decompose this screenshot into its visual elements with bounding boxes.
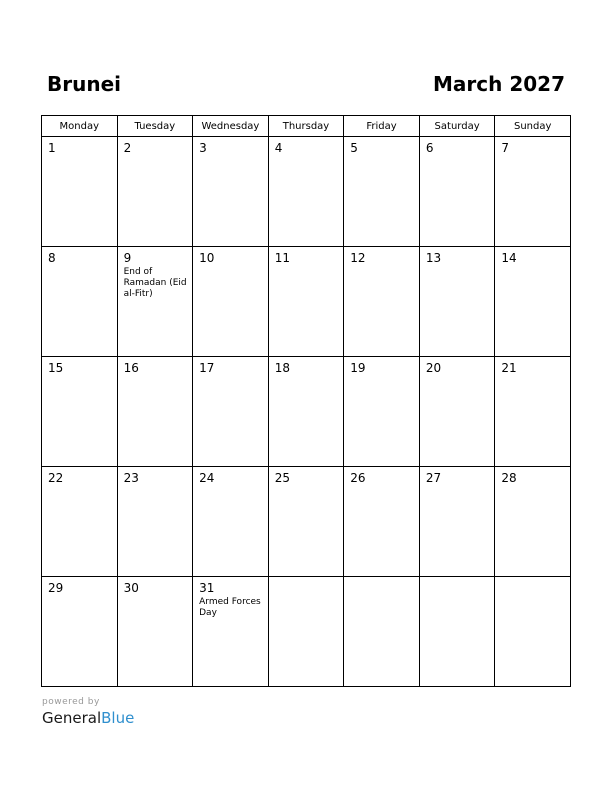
logo-text-general: General	[42, 709, 102, 727]
day-cell	[419, 357, 495, 467]
holiday-label	[495, 581, 570, 583]
day-cell	[117, 577, 193, 687]
holiday-label	[193, 265, 268, 267]
day-number: 21	[501, 361, 517, 375]
day-number: 15	[48, 361, 64, 375]
holiday-label	[495, 155, 570, 157]
holiday-label	[42, 485, 117, 487]
holiday-label	[42, 155, 117, 157]
day-number: 10	[199, 251, 215, 265]
day-cell	[117, 137, 193, 247]
day-number: 13	[425, 251, 442, 265]
country-title: Brunei	[47, 72, 122, 96]
day-cell	[117, 357, 193, 467]
day-cell	[268, 247, 344, 357]
holiday-label	[420, 155, 495, 157]
day-number: 8	[48, 251, 56, 265]
day-number: 23	[123, 471, 139, 485]
holiday-label	[42, 375, 117, 377]
day-cell	[419, 467, 495, 577]
day-cell	[42, 247, 118, 357]
day-cell	[344, 577, 420, 687]
day-cell	[268, 137, 344, 247]
day-cell	[117, 247, 193, 357]
holiday-label	[495, 375, 570, 377]
day-cell	[42, 577, 118, 687]
holiday-label: Armed Forces Day	[199, 597, 261, 618]
holiday-label	[269, 581, 344, 583]
holiday-label	[344, 375, 419, 377]
day-number: 2	[123, 141, 132, 155]
logo-text-blue: Blue	[101, 709, 135, 727]
day-cell	[344, 467, 420, 577]
day-number: 17	[199, 361, 215, 375]
day-number: 11	[274, 251, 290, 265]
day-cell	[193, 137, 269, 247]
holiday-label	[420, 485, 495, 487]
holiday-label	[344, 581, 419, 583]
week-row	[42, 357, 571, 467]
day-number: 22	[48, 471, 64, 485]
day-number: 16	[123, 361, 139, 375]
day-cell	[495, 467, 571, 577]
day-number: 31	[199, 581, 215, 595]
holiday-label	[495, 265, 570, 267]
holiday-label	[420, 265, 495, 267]
holiday-label	[118, 155, 193, 157]
day-cell	[193, 577, 269, 687]
holiday-label	[118, 375, 193, 377]
holiday-label	[420, 375, 495, 377]
week-row	[42, 247, 571, 357]
weekday-header-monday: Monday	[42, 116, 118, 137]
powered-by-label: powered by	[42, 697, 100, 707]
holiday-label	[420, 581, 495, 583]
week-row	[42, 467, 571, 577]
holiday-label	[269, 375, 344, 377]
day-cell	[344, 137, 420, 247]
day-cell	[495, 137, 571, 247]
day-number: 12	[350, 251, 366, 265]
day-cell	[42, 467, 118, 577]
holiday-label: End of Ramadan (Eid al-Fitr)	[123, 267, 187, 299]
holiday-label	[269, 485, 344, 487]
holiday-label	[118, 485, 193, 487]
day-number: 6	[425, 141, 434, 155]
holiday-label	[495, 485, 570, 487]
day-number: 3	[199, 141, 207, 155]
holiday-label	[344, 485, 419, 487]
holiday-label	[344, 155, 419, 157]
day-cell	[419, 577, 495, 687]
day-cell	[268, 467, 344, 577]
day-number: 20	[425, 361, 442, 375]
day-number: 29	[48, 581, 64, 595]
day-cell	[495, 247, 571, 357]
holiday-label	[193, 485, 268, 487]
weekday-header-row	[42, 116, 571, 137]
holiday-label	[269, 265, 344, 267]
holiday-label	[193, 155, 268, 157]
holiday-label	[344, 265, 419, 267]
holiday-label	[269, 155, 344, 157]
day-number: 1	[48, 141, 56, 155]
weekday-header-friday: Friday	[344, 116, 420, 137]
day-cell	[344, 247, 420, 357]
day-cell	[117, 467, 193, 577]
day-cell	[495, 357, 571, 467]
weekday-header-thursday: Thursday	[268, 116, 344, 137]
day-cell	[42, 137, 118, 247]
day-number: 26	[350, 471, 366, 485]
month-title: March 2027	[433, 72, 565, 96]
day-number: 18	[274, 361, 290, 375]
day-number: 14	[501, 251, 517, 265]
weekday-header-wednesday: Wednesday	[193, 116, 269, 137]
day-cell	[42, 357, 118, 467]
holiday-label	[42, 595, 117, 597]
day-cell	[268, 357, 344, 467]
day-number: 19	[350, 361, 366, 375]
day-number: 28	[501, 471, 517, 485]
weekday-header-tuesday: Tuesday	[117, 116, 193, 137]
weekday-header-saturday: Saturday	[419, 116, 495, 137]
day-cell	[193, 247, 269, 357]
day-cell	[495, 577, 571, 687]
day-number: 24	[199, 471, 215, 485]
day-number: 5	[350, 141, 358, 155]
calendar-grid	[41, 115, 571, 687]
holiday-label	[193, 375, 268, 377]
week-row	[42, 137, 571, 247]
weekday-header-sunday: Sunday	[495, 116, 571, 137]
day-cell	[193, 467, 269, 577]
day-cell	[268, 577, 344, 687]
holiday-label	[42, 265, 117, 267]
day-number: 25	[274, 471, 290, 485]
day-cell	[193, 357, 269, 467]
day-number: 30	[123, 581, 139, 595]
day-number: 7	[501, 141, 510, 155]
holiday-label	[118, 595, 193, 597]
week-row	[42, 577, 571, 687]
generalblue-logo[interactable]	[42, 709, 134, 727]
day-cell	[344, 357, 420, 467]
day-cell	[419, 247, 495, 357]
day-number: 9	[123, 251, 132, 265]
day-number: 27	[425, 471, 442, 485]
day-number: 4	[274, 141, 283, 155]
day-cell	[419, 137, 495, 247]
